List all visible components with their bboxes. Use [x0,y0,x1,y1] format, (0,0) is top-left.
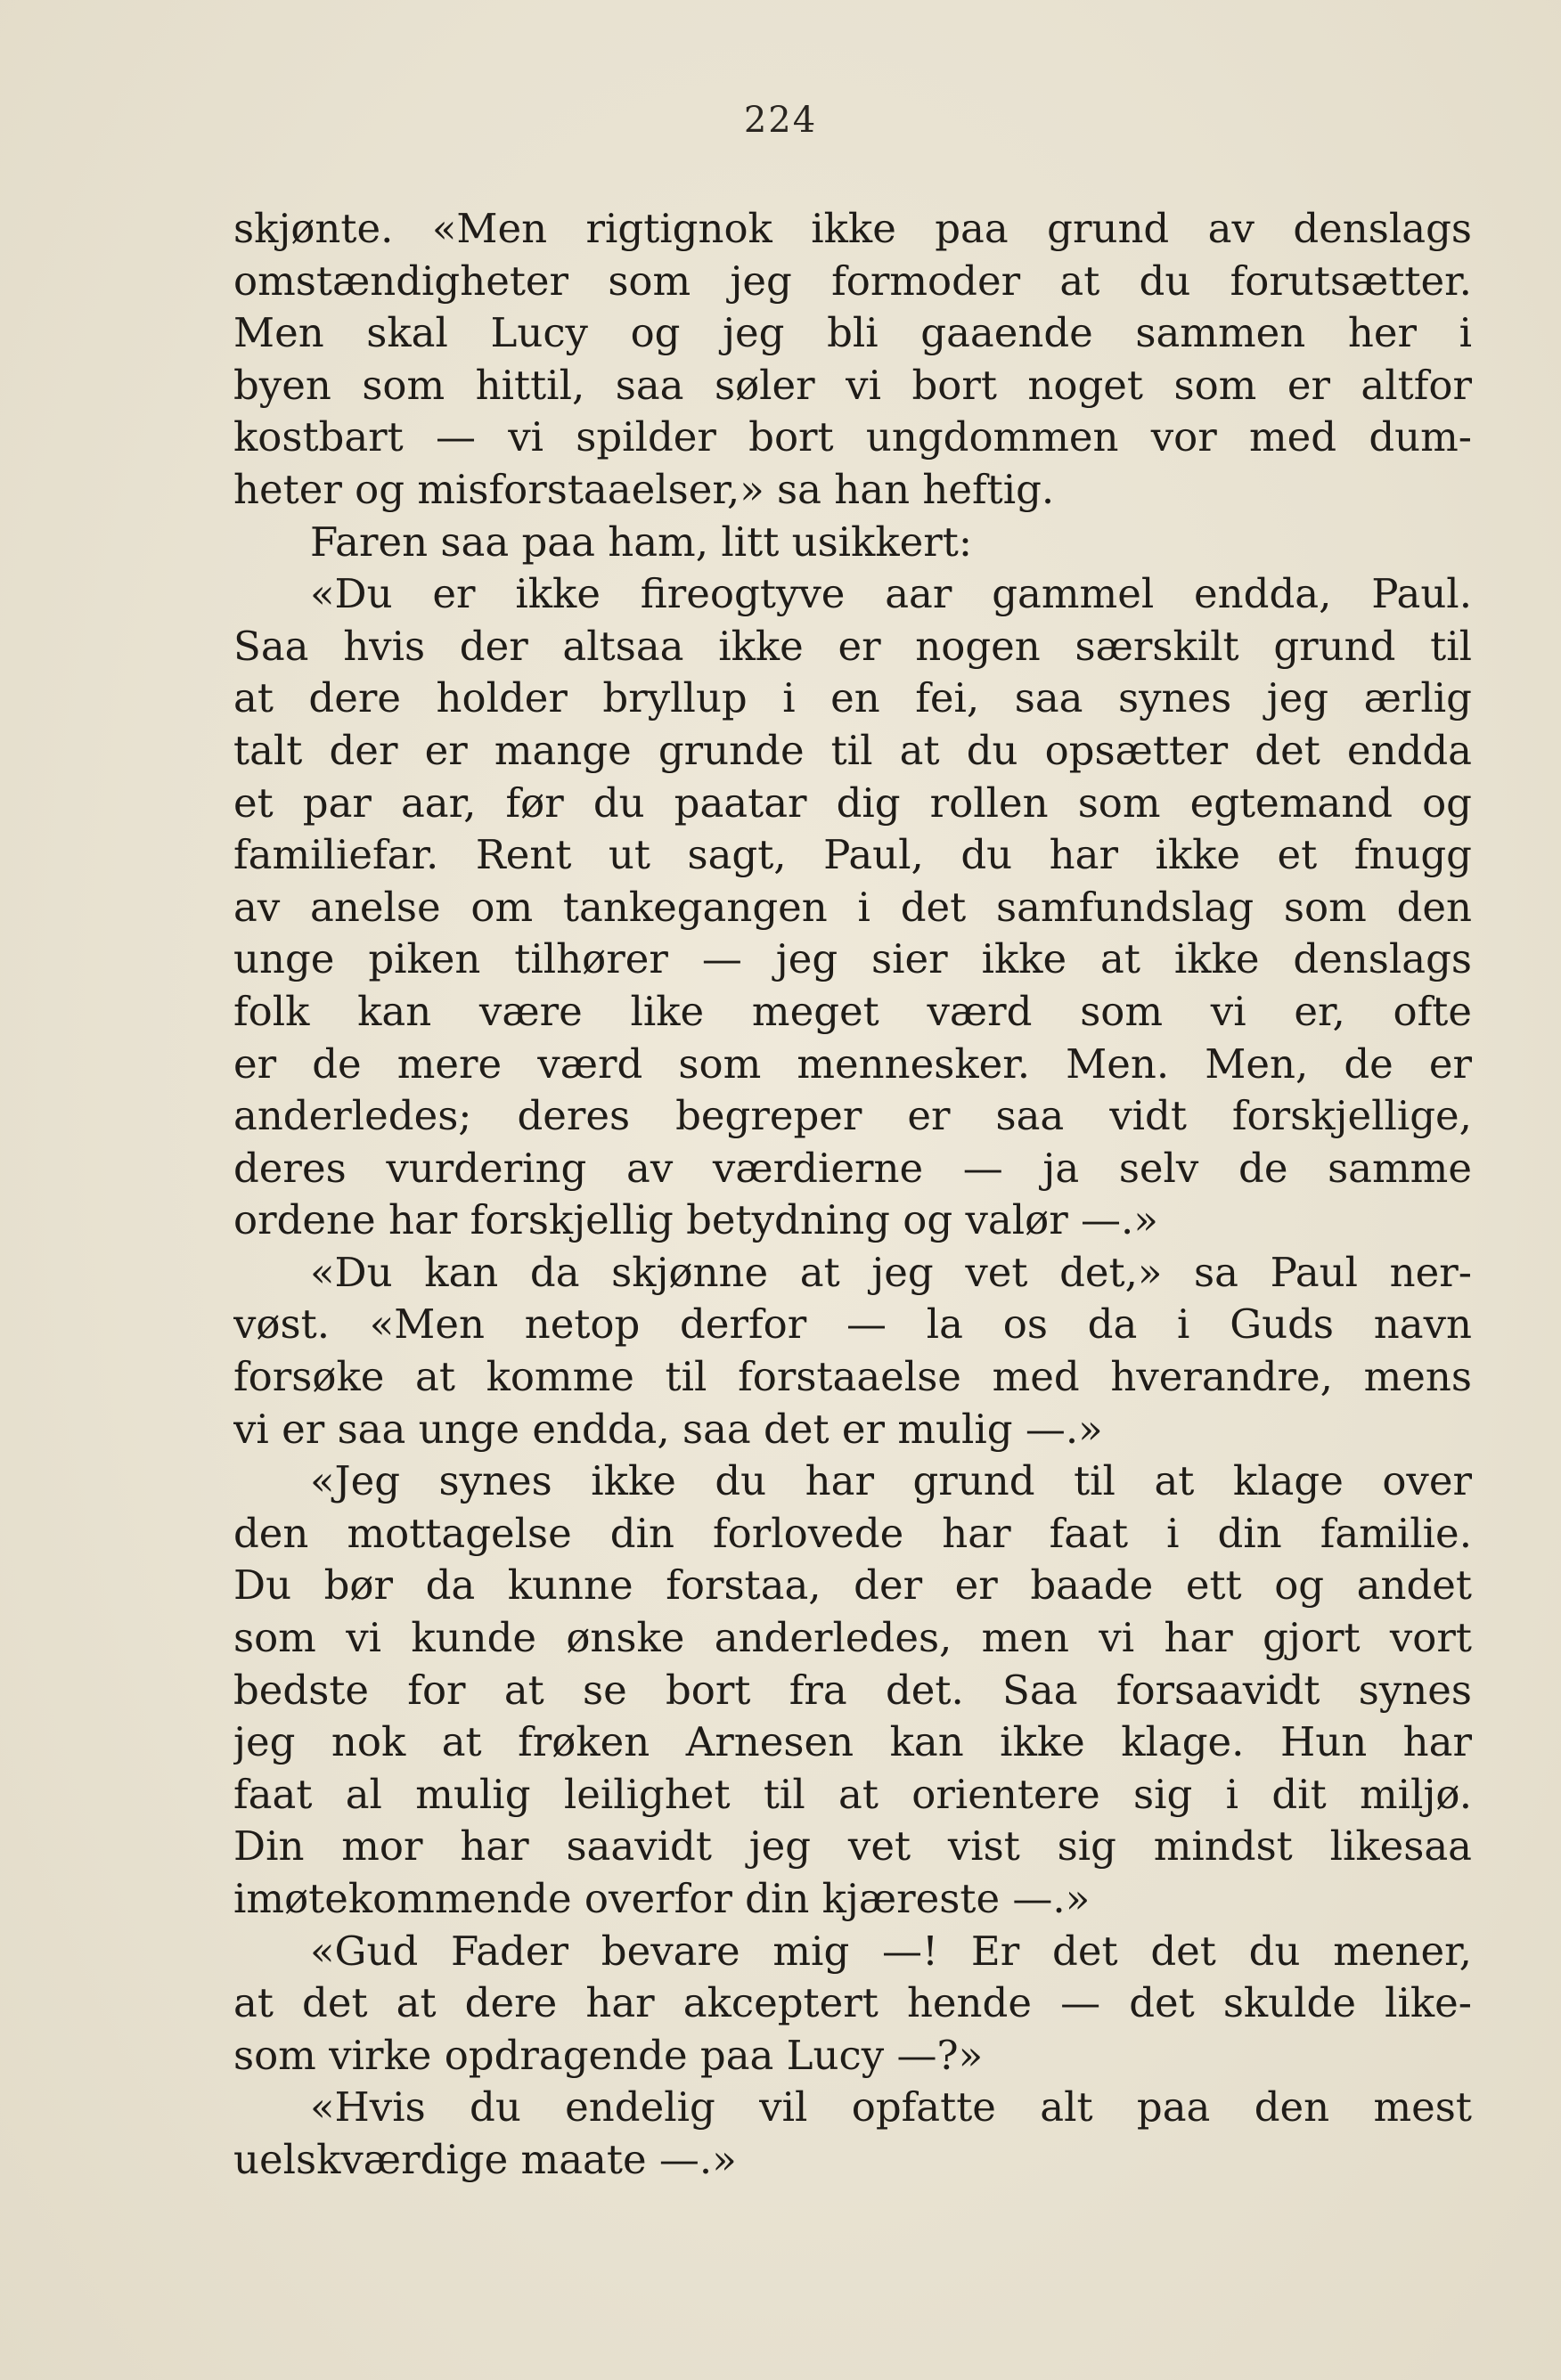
text-line: at dere holder bryllup i en fei, saa synes jeg ærlig [233,674,1472,722]
text-line: «Du kan da skjønne at jeg vet det,» sa Paul ner- [310,1248,1472,1296]
text-line: imøtekommende overfor din kjæreste —.» [233,1875,1091,1922]
text-line: familiefar. Rent ut sagt, Paul, du har ikke et fnugg [233,831,1472,879]
text-line: anderledes; deres begreper er saa vidt forskjellige, [233,1092,1472,1140]
text-line: «Du er ikke fireogtyve aar gammel endda, Paul. [310,570,1472,618]
text-line: Din mor har saavidt jeg vet vist sig mindst likesaa [233,1822,1472,1871]
text-line: deres vurdering av værdierne — ja selv de samme [233,1144,1472,1192]
text-line: som virke opdragende paa Lucy —?» [233,2031,984,2079]
text-line: ordene har forskjellig betydning og valør —.» [233,1196,1158,1244]
text-line: Saa hvis der altsaa ikke er nogen særskilt grund til [233,622,1472,670]
text-line: den mottagelse din forlovede har faat i din familie. [233,1509,1472,1557]
text-line: et par aar, før du paatar dig rollen som egtemand og [233,778,1472,827]
text-line: kostbart — vi spilder bort ungdommen vor med dum- [233,413,1472,461]
text-line: er de mere værd som mennesker. Men. Men, de er [233,1039,1472,1088]
text-line: vøst. «Men netop derfor — la os da i Guds navn [233,1300,1472,1349]
text-line: vi er saa unge endda, saa det er mulig —.» [233,1405,1103,1453]
text-line: «Hvis du endelig vil opfatte alt paa den mest [310,2083,1472,2131]
page-number: 224 [743,100,818,141]
text-line: omstændigheter som jeg formoder at du forutsætter. [233,257,1472,305]
text-line: Du bør da kunne forstaa, der er baade ett og andet [233,1561,1472,1610]
text-line: Faren saa paa ham, litt usikkert: [310,518,972,566]
text-line: bedste for at se bort fra det. Saa forsaavidt synes [233,1666,1472,1714]
text-line: som vi kunde ønske anderledes, men vi har gjort vort [233,1614,1472,1662]
text-line: byen som hittil, saa søler vi bort noget som er altfor [233,361,1472,409]
text-line: av anelse om tankegangen i det samfundslag som den [233,883,1472,931]
text-line: heter og misforstaaelser,» sa han heftig. [233,465,1055,513]
text-line: talt der er mange grunde til at du opsætter det endda [233,726,1472,774]
text-line: folk kan være like meget værd som vi er, ofte [233,987,1472,1035]
text-line: uelskværdige maate —.» [233,2135,737,2183]
text-line: unge piken tilhører — jeg sier ikke at ikke denslags [233,935,1472,983]
text-line: at det at dere har akceptert hende — det skulde like- [233,1979,1472,2027]
text-line: forsøke at komme til forstaaelse med hverandre, mens [233,1353,1472,1401]
text-line: skjønte. «Men rigtignok ikke paa grund av denslags [233,205,1472,252]
text-line: «Gud Fader bevare mig —! Er det det du mener, [310,1927,1472,1975]
text-line: jeg nok at frøken Arnesen kan ikke klage. Hun har [233,1718,1472,1766]
body-text [233,203,1472,2187]
text-line: Men skal Lucy og jeg bli gaaende sammen her i [233,309,1472,357]
text-line: «Jeg synes ikke du har grund til at klage over [310,1457,1472,1505]
text-line: faat al mulig leilighet til at orientere sig i dit miljø. [233,1770,1472,1818]
